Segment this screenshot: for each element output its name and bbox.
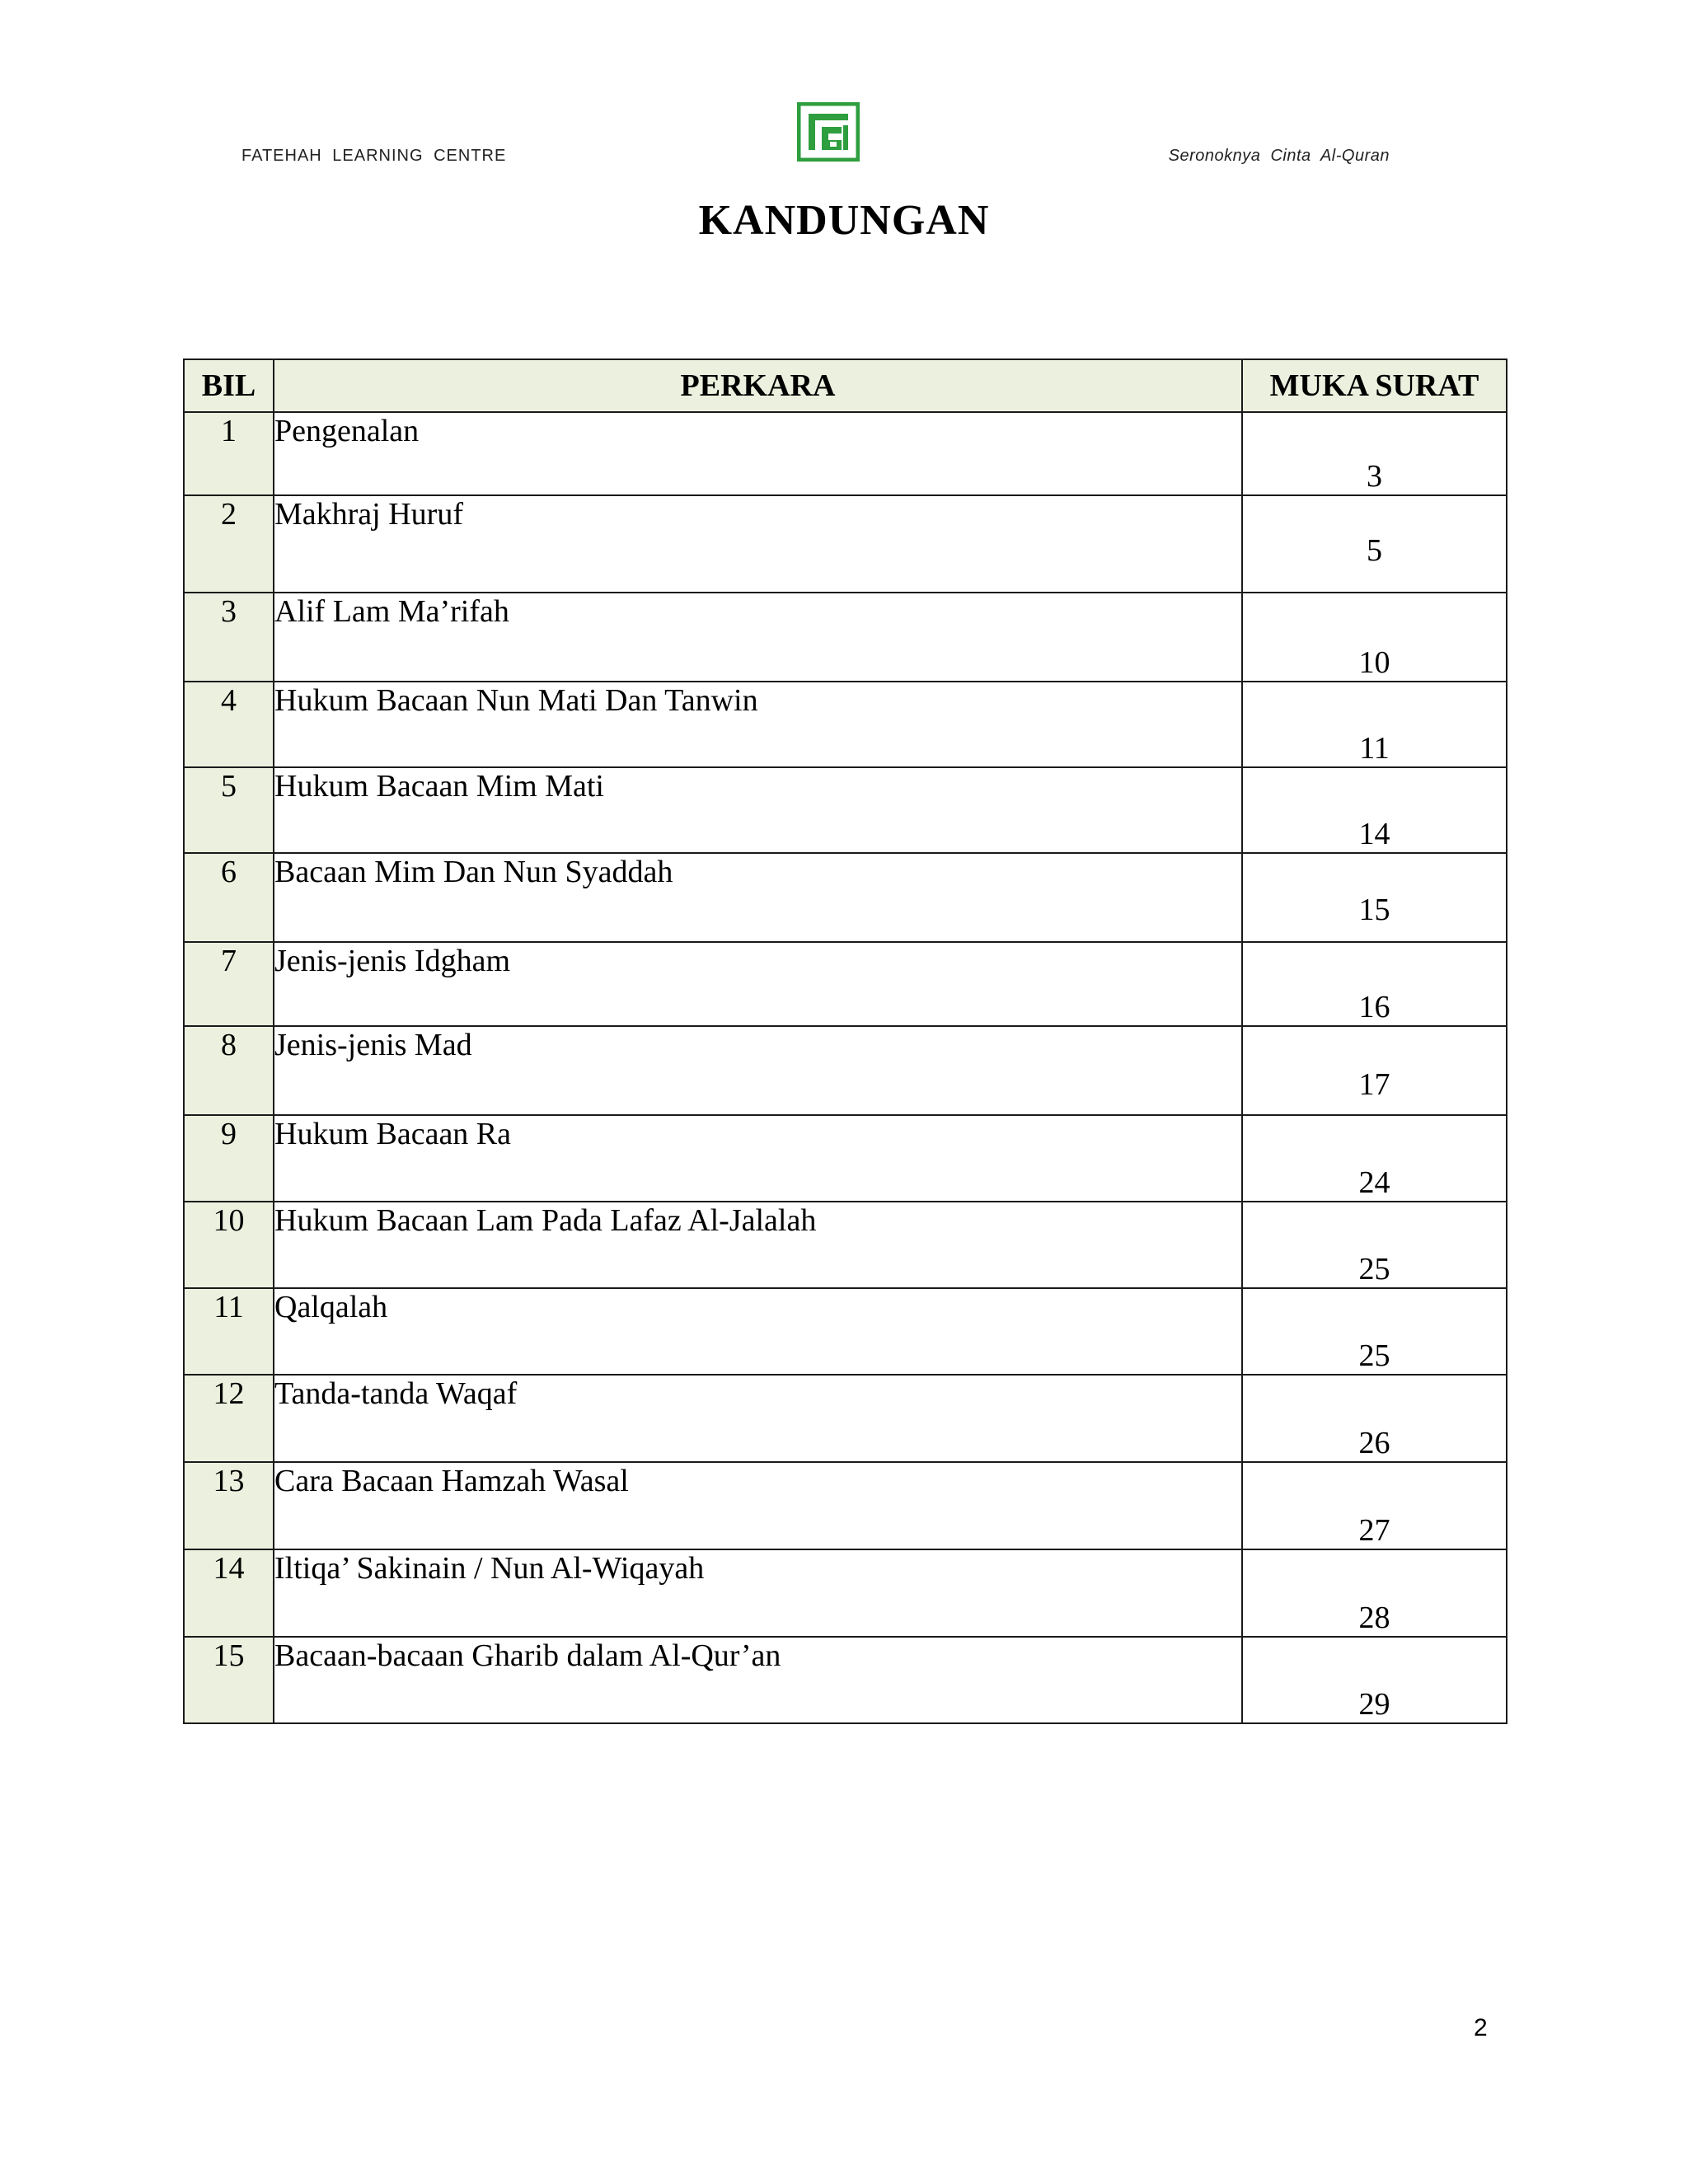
row-number: 2 bbox=[184, 495, 274, 593]
table-row bbox=[184, 1549, 1507, 1637]
row-number: 12 bbox=[184, 1375, 274, 1462]
table-row bbox=[184, 1202, 1507, 1288]
table-row bbox=[184, 942, 1507, 1026]
row-topic: Jenis-jenis Idgham bbox=[274, 942, 1242, 1026]
row-page: 28 bbox=[1242, 1549, 1507, 1637]
row-page: 14 bbox=[1242, 767, 1507, 853]
row-topic: Pengenalan bbox=[274, 412, 1242, 495]
table-row bbox=[184, 1026, 1507, 1115]
row-number: 15 bbox=[184, 1637, 274, 1723]
row-topic: Makhraj Huruf bbox=[274, 495, 1242, 593]
table-row bbox=[184, 1288, 1507, 1375]
row-topic: Hukum Bacaan Ra bbox=[274, 1115, 1242, 1202]
row-topic: Hukum Bacaan Mim Mati bbox=[274, 767, 1242, 853]
row-topic: Qalqalah bbox=[274, 1288, 1242, 1375]
row-number: 5 bbox=[184, 767, 274, 853]
table-row bbox=[184, 495, 1507, 593]
row-number: 1 bbox=[184, 412, 274, 495]
row-page: 25 bbox=[1242, 1288, 1507, 1375]
contents-table bbox=[183, 359, 1507, 1724]
row-page: 5 bbox=[1242, 495, 1507, 593]
row-page: 3 bbox=[1242, 412, 1507, 495]
table-row bbox=[184, 1462, 1507, 1549]
table-row bbox=[184, 682, 1507, 767]
row-topic: Alif Lam Ma’rifah bbox=[274, 593, 1242, 682]
column-header-muka-surat: MUKA SURAT bbox=[1242, 359, 1507, 412]
row-page: 27 bbox=[1242, 1462, 1507, 1549]
row-page: 15 bbox=[1242, 853, 1507, 942]
row-topic: Cara Bacaan Hamzah Wasal bbox=[274, 1462, 1242, 1549]
row-number: 10 bbox=[184, 1202, 274, 1288]
page-number: 2 bbox=[1474, 2014, 1488, 2041]
table-row bbox=[184, 412, 1507, 495]
column-header-bil: BIL bbox=[184, 359, 274, 412]
column-header-perkara: PERKARA bbox=[274, 359, 1242, 412]
table-row bbox=[184, 1375, 1507, 1462]
row-topic: Hukum Bacaan Lam Pada Lafaz Al-Jalalah bbox=[274, 1202, 1242, 1288]
row-page: 24 bbox=[1242, 1115, 1507, 1202]
row-topic: Bacaan-bacaan Gharib dalam Al-Qur’an bbox=[274, 1637, 1242, 1723]
row-number: 8 bbox=[184, 1026, 274, 1115]
row-topic: Tanda-tanda Waqaf bbox=[274, 1375, 1242, 1462]
row-number: 7 bbox=[184, 942, 274, 1026]
table-row bbox=[184, 767, 1507, 853]
row-number: 13 bbox=[184, 1462, 274, 1549]
row-page: 29 bbox=[1242, 1637, 1507, 1723]
row-page: 26 bbox=[1242, 1375, 1507, 1462]
row-page: 10 bbox=[1242, 593, 1507, 682]
row-topic: Hukum Bacaan Nun Mati Dan Tanwin bbox=[274, 682, 1242, 767]
kufic-square-logo-icon bbox=[797, 102, 860, 162]
row-number: 6 bbox=[184, 853, 274, 942]
row-number: 4 bbox=[184, 682, 274, 767]
row-page: 11 bbox=[1242, 682, 1507, 767]
row-page: 16 bbox=[1242, 942, 1507, 1026]
row-topic: Jenis-jenis Mad bbox=[274, 1026, 1242, 1115]
table-row bbox=[184, 593, 1507, 682]
table-row bbox=[184, 853, 1507, 942]
row-number: 9 bbox=[184, 1115, 274, 1202]
page-title: KANDUNGAN bbox=[698, 197, 990, 244]
table-row bbox=[184, 1637, 1507, 1723]
header-left-text: FATEHAH LEARNING CENTRE bbox=[241, 147, 507, 165]
row-number: 11 bbox=[184, 1288, 274, 1375]
row-topic: Iltiqa’ Sakinain / Nun Al-Wiqayah bbox=[274, 1549, 1242, 1637]
header-right-text: Seronoknya Cinta Al-Quran bbox=[1168, 147, 1390, 165]
row-number: 14 bbox=[184, 1549, 274, 1637]
row-page: 25 bbox=[1242, 1202, 1507, 1288]
row-page: 17 bbox=[1242, 1026, 1507, 1115]
table-row bbox=[184, 1115, 1507, 1202]
row-number: 3 bbox=[184, 593, 274, 682]
row-topic: Bacaan Mim Dan Nun Syaddah bbox=[274, 853, 1242, 942]
table-header-row bbox=[184, 359, 1507, 412]
